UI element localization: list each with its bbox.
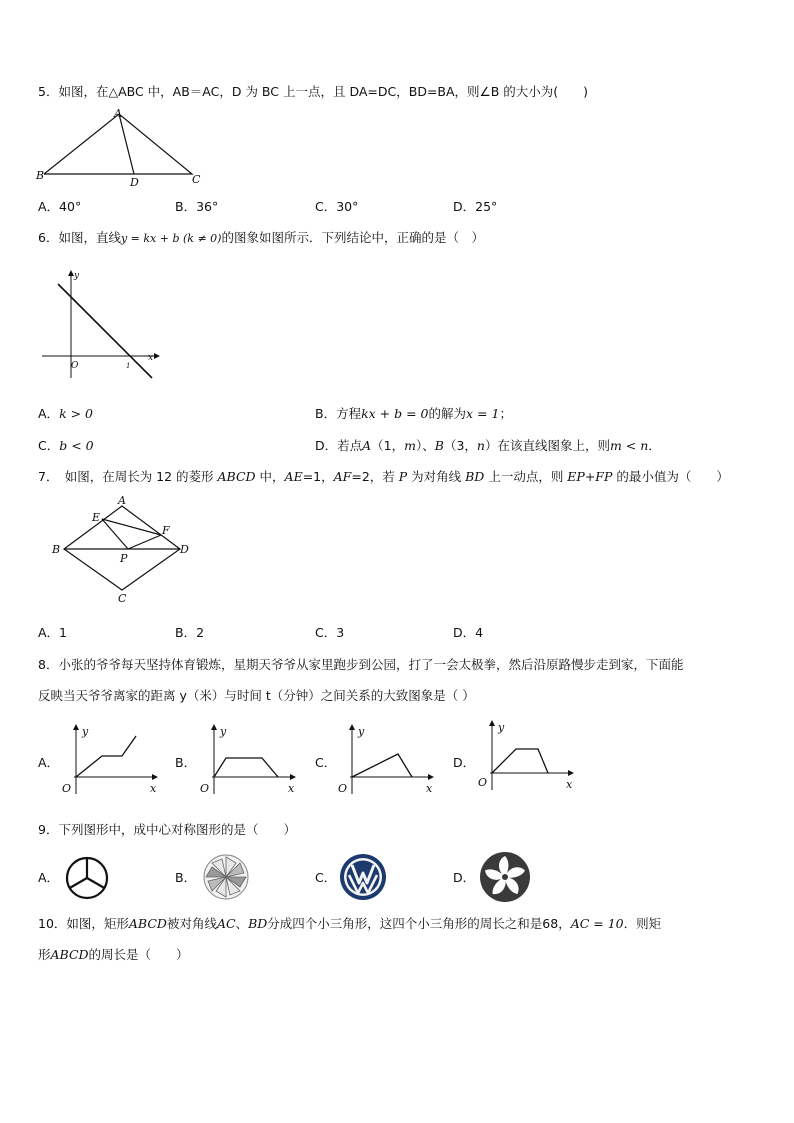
q6-option-b-mid: 的解为: [428, 406, 467, 421]
q10-line1-mid2: 、: [235, 916, 249, 931]
q10-abcd: ABCD: [128, 916, 167, 931]
axis-x-label: x: [426, 782, 433, 795]
q6-option-b-math1: kx + b = 0: [361, 406, 429, 421]
label-c: C: [192, 173, 201, 186]
q6-option-d-mid1: （1，: [371, 438, 405, 453]
q6-option-d-point-b: B: [434, 438, 444, 453]
q10-line1-mid3: 分成四个小三角形，这四个小三角形的周长之和是: [267, 916, 543, 931]
axis-y-label: y: [74, 271, 80, 281]
q8-graph-a: [60, 722, 170, 802]
q8-option-d-label: D．: [453, 755, 476, 770]
q10-68: 68: [542, 916, 559, 931]
q7-text-mid5: 上一动点，则: [484, 469, 568, 484]
axis-y-label: y: [498, 721, 505, 734]
question-9-text: 9．下列图形中，成中心对称图形的是（ ）: [38, 822, 296, 837]
question-6-text: [38, 230, 484, 247]
q7-text-mid4: 为对角线: [407, 469, 466, 484]
q6-option-d-math: m < n: [609, 438, 649, 453]
q6-option-c-math: b < 0: [59, 438, 94, 453]
q10-line1-post: ．则矩: [623, 916, 662, 931]
label-a: A: [118, 494, 126, 507]
q9-option-a-label: A．: [38, 870, 60, 885]
q10-ac-eq: AC = 10: [570, 916, 624, 931]
label-b: B: [52, 543, 61, 556]
q7-option-a: A．1: [38, 625, 68, 640]
label-a: A: [114, 107, 122, 120]
label-b: B: [36, 169, 45, 182]
label-f: F: [162, 524, 170, 537]
question-8-line-2: 反映当天爷爷离家的距离 y（米）与时间 t（分钟）之间关系的大致图象是（ ）: [38, 688, 475, 703]
q6-option-d-n: n: [476, 438, 485, 453]
question-10-line-1: [38, 916, 661, 932]
q6-option-d: [315, 438, 661, 454]
q7-text-mid2: =1，: [302, 469, 334, 484]
q6-option-b: [315, 406, 512, 422]
q7-bd: BD: [465, 469, 485, 484]
q6-option-d-mid4: ）在该直线图象上，则: [484, 438, 610, 453]
label-d: D: [130, 176, 139, 189]
axis-x-label: x: [150, 782, 157, 795]
q7-epfp: EP+FP: [567, 469, 613, 484]
q7-text-mid1: 中，: [255, 469, 285, 484]
q10-line1-mid1: 被对角线: [166, 916, 217, 931]
rhombus-abcd-figure: [48, 494, 208, 604]
q6-option-d-point-a: A: [362, 438, 372, 453]
q6-option-d-pre: D．若点: [315, 438, 363, 453]
axis-y-label: y: [82, 725, 89, 738]
origin-label: O: [338, 782, 348, 795]
q6-option-a-label: A．: [38, 406, 60, 421]
axis-x-label: x: [288, 782, 295, 795]
q8-option-a-label: A．: [38, 755, 60, 770]
q8-graph-d: [476, 718, 586, 798]
q6-option-d-m: m: [404, 438, 416, 453]
q8-graph-b: [198, 722, 308, 802]
question-8-line-1: 8．小张的爷爷每天坚持体育锻炼，星期天爷爷从家里跑步到公园，打了一会太极拳，然后沿原路慢步走到家，下面能: [38, 657, 684, 672]
q8-option-b-label: B．: [175, 755, 197, 770]
q6-option-c-label: C．: [38, 438, 60, 453]
label-c: C: [118, 592, 127, 605]
label-d: D: [180, 543, 189, 556]
q6-option-d-post: ．: [648, 438, 661, 453]
question-10-line-2: [38, 947, 189, 963]
volkswagen-logo-icon: [339, 853, 387, 901]
q6-option-b-post: ；: [499, 406, 512, 421]
q7-text-post: 的最小值为（ ）: [612, 469, 729, 484]
axis-x-label: x: [148, 353, 154, 363]
q10-ac: AC: [216, 916, 236, 931]
origin-label: O: [478, 776, 488, 789]
q6-option-c: [38, 438, 94, 454]
bauhinia-flower-icon: [479, 851, 531, 903]
q7-text-mid3: =2，若: [351, 469, 399, 484]
q6-formula: y = kx + b (k ≠ 0): [120, 232, 222, 245]
q6-option-a-math: k > 0: [59, 406, 94, 421]
q9-option-b-label: B．: [175, 870, 197, 885]
q6-text-pre: 6．如图，直线: [38, 230, 121, 245]
q6-option-d-mid2: ）、: [415, 438, 435, 453]
q10-line2-post: 的周长是（ ）: [88, 947, 189, 962]
q10-line1-mid4: ，: [558, 916, 571, 931]
label-p: P: [120, 552, 128, 565]
q6-option-a: [38, 406, 93, 422]
q6-option-b-math2: x = 1: [466, 406, 500, 421]
q7-p: P: [398, 469, 408, 484]
tick-one-label: 1: [126, 362, 131, 370]
q5-option-a: A．40°: [38, 199, 82, 214]
q7-option-c: C．3: [315, 625, 345, 640]
q8-option-c-label: C．: [315, 755, 337, 770]
origin-label: O: [71, 361, 79, 371]
q6-text-post: 的图象如图所示．下列结论中，正确的是（ ）: [221, 230, 484, 245]
pinwheel-icon: [202, 853, 250, 901]
question-5-text: 5．如图，在△ABC 中，AB＝AC，D 为 BC 上一点，且 DA=DC，BD=BA，则∠B 的大小为( ): [38, 84, 589, 99]
line-graph-figure: [38, 268, 168, 388]
q5-option-d: D．25°: [453, 199, 498, 214]
q10-abcd-2: ABCD: [50, 947, 89, 962]
q5-option-c: C．30°: [315, 199, 359, 214]
q8-graph-c: [336, 722, 446, 802]
q6-option-d-mid3: （3，: [443, 438, 477, 453]
axis-y-label: y: [358, 725, 365, 738]
q7-option-d: D．4: [453, 625, 484, 640]
q10-line2-pre: 形: [38, 947, 51, 962]
question-7-text: [38, 469, 729, 485]
q5-option-b: B．36°: [175, 199, 219, 214]
q9-option-c-label: C．: [315, 870, 337, 885]
q7-option-b: B．2: [175, 625, 205, 640]
q7-abcd: ABCD: [217, 469, 256, 484]
q7-af: AF: [333, 469, 352, 484]
q6-option-b-pre: B．方程: [315, 406, 362, 421]
q9-option-d-label: D．: [453, 870, 476, 885]
mercedes-logo-icon: [64, 855, 110, 901]
origin-label: O: [62, 782, 72, 795]
q10-bd: BD: [248, 916, 268, 931]
triangle-abc-figure: [36, 108, 216, 188]
axis-x-label: x: [566, 778, 573, 791]
q7-ae: AE: [284, 469, 303, 484]
axis-y-label: y: [220, 725, 227, 738]
q7-text-pre: 7． 如图，在周长为 12 的菱形: [38, 469, 218, 484]
q10-line1-pre: 10．如图，矩形: [38, 916, 129, 931]
label-e: E: [92, 511, 101, 524]
origin-label: O: [200, 782, 210, 795]
